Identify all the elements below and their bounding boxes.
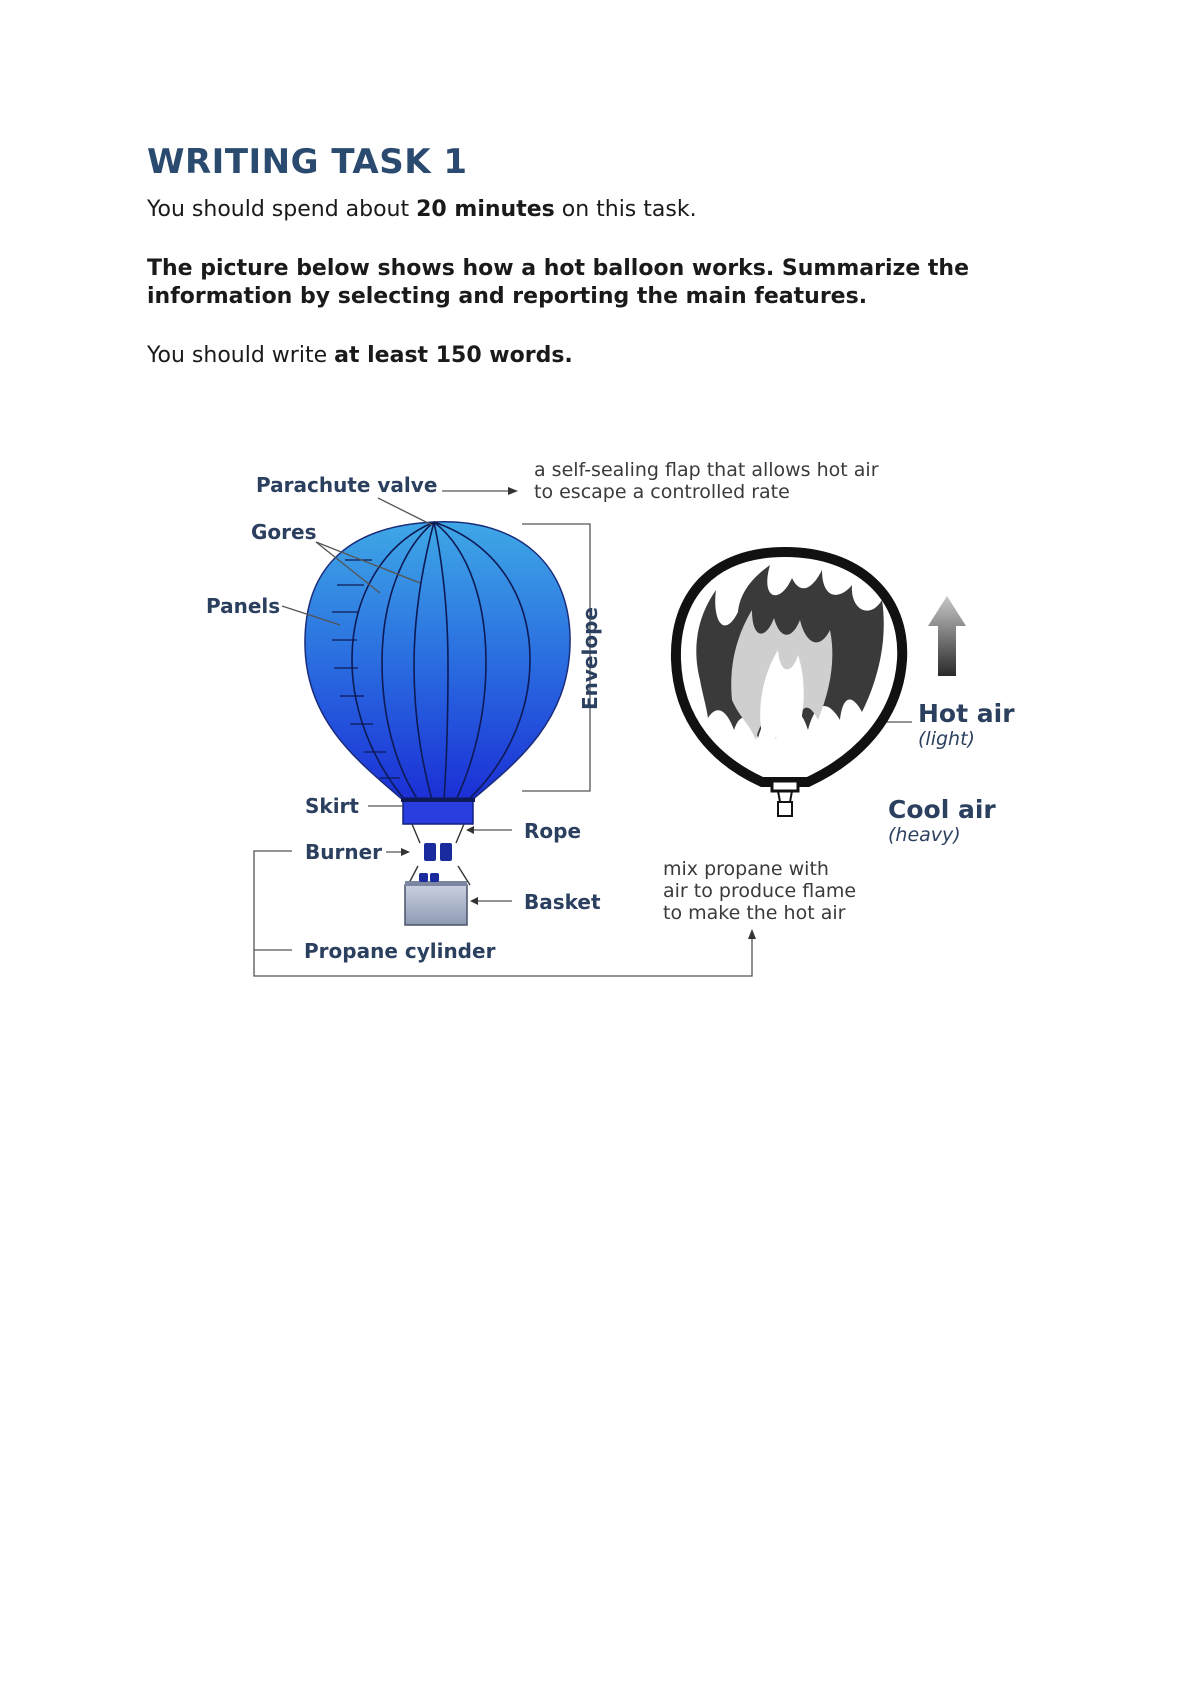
note-burner-line-2: air to produce flame <box>663 880 857 902</box>
label-envelope: Envelope <box>578 607 602 710</box>
task-prompt: The picture below shows how a hot balloon works. Summarize the information by selecting and reporting the main features. <box>147 256 969 309</box>
label-gores: Gores <box>251 520 317 544</box>
burner-unit <box>424 843 452 861</box>
label-panels: Panels <box>206 594 281 618</box>
label-basket: Basket <box>524 890 601 914</box>
time-text-start: You should spend about <box>147 197 417 222</box>
label-propane-cylinder: Propane cylinder <box>304 939 496 963</box>
note-valve-line-1: a self-sealing flap that allows hot air <box>534 459 879 481</box>
time-text-end: on this task. <box>554 197 697 222</box>
note-valve-line-2: to escape a controlled rate <box>534 481 790 503</box>
label-parachute-valve: Parachute valve <box>256 473 438 497</box>
time-amount: 20 minutes <box>416 197 555 222</box>
note-burner-line-1: mix propane with <box>663 858 829 880</box>
up-arrow-icon <box>928 596 966 676</box>
label-hot-air: Hot air <box>918 699 1015 728</box>
label-hot-air-sub: (light) <box>918 728 975 750</box>
note-burner-line-3: to make the hot air <box>663 902 846 924</box>
word-count-amount: at least 150 words. <box>334 343 573 368</box>
hot-air-balloon-illustration <box>676 552 902 816</box>
balloon-envelope <box>305 522 570 824</box>
basket-shape <box>405 873 467 925</box>
label-cool-air: Cool air <box>888 795 996 824</box>
page-title: WRITING TASK 1 <box>147 142 468 182</box>
word-count-text: You should write <box>147 343 335 368</box>
label-skirt: Skirt <box>305 794 359 818</box>
label-cool-air-sub: (heavy) <box>888 824 961 846</box>
label-rope: Rope <box>524 819 582 843</box>
label-burner: Burner <box>305 840 383 864</box>
